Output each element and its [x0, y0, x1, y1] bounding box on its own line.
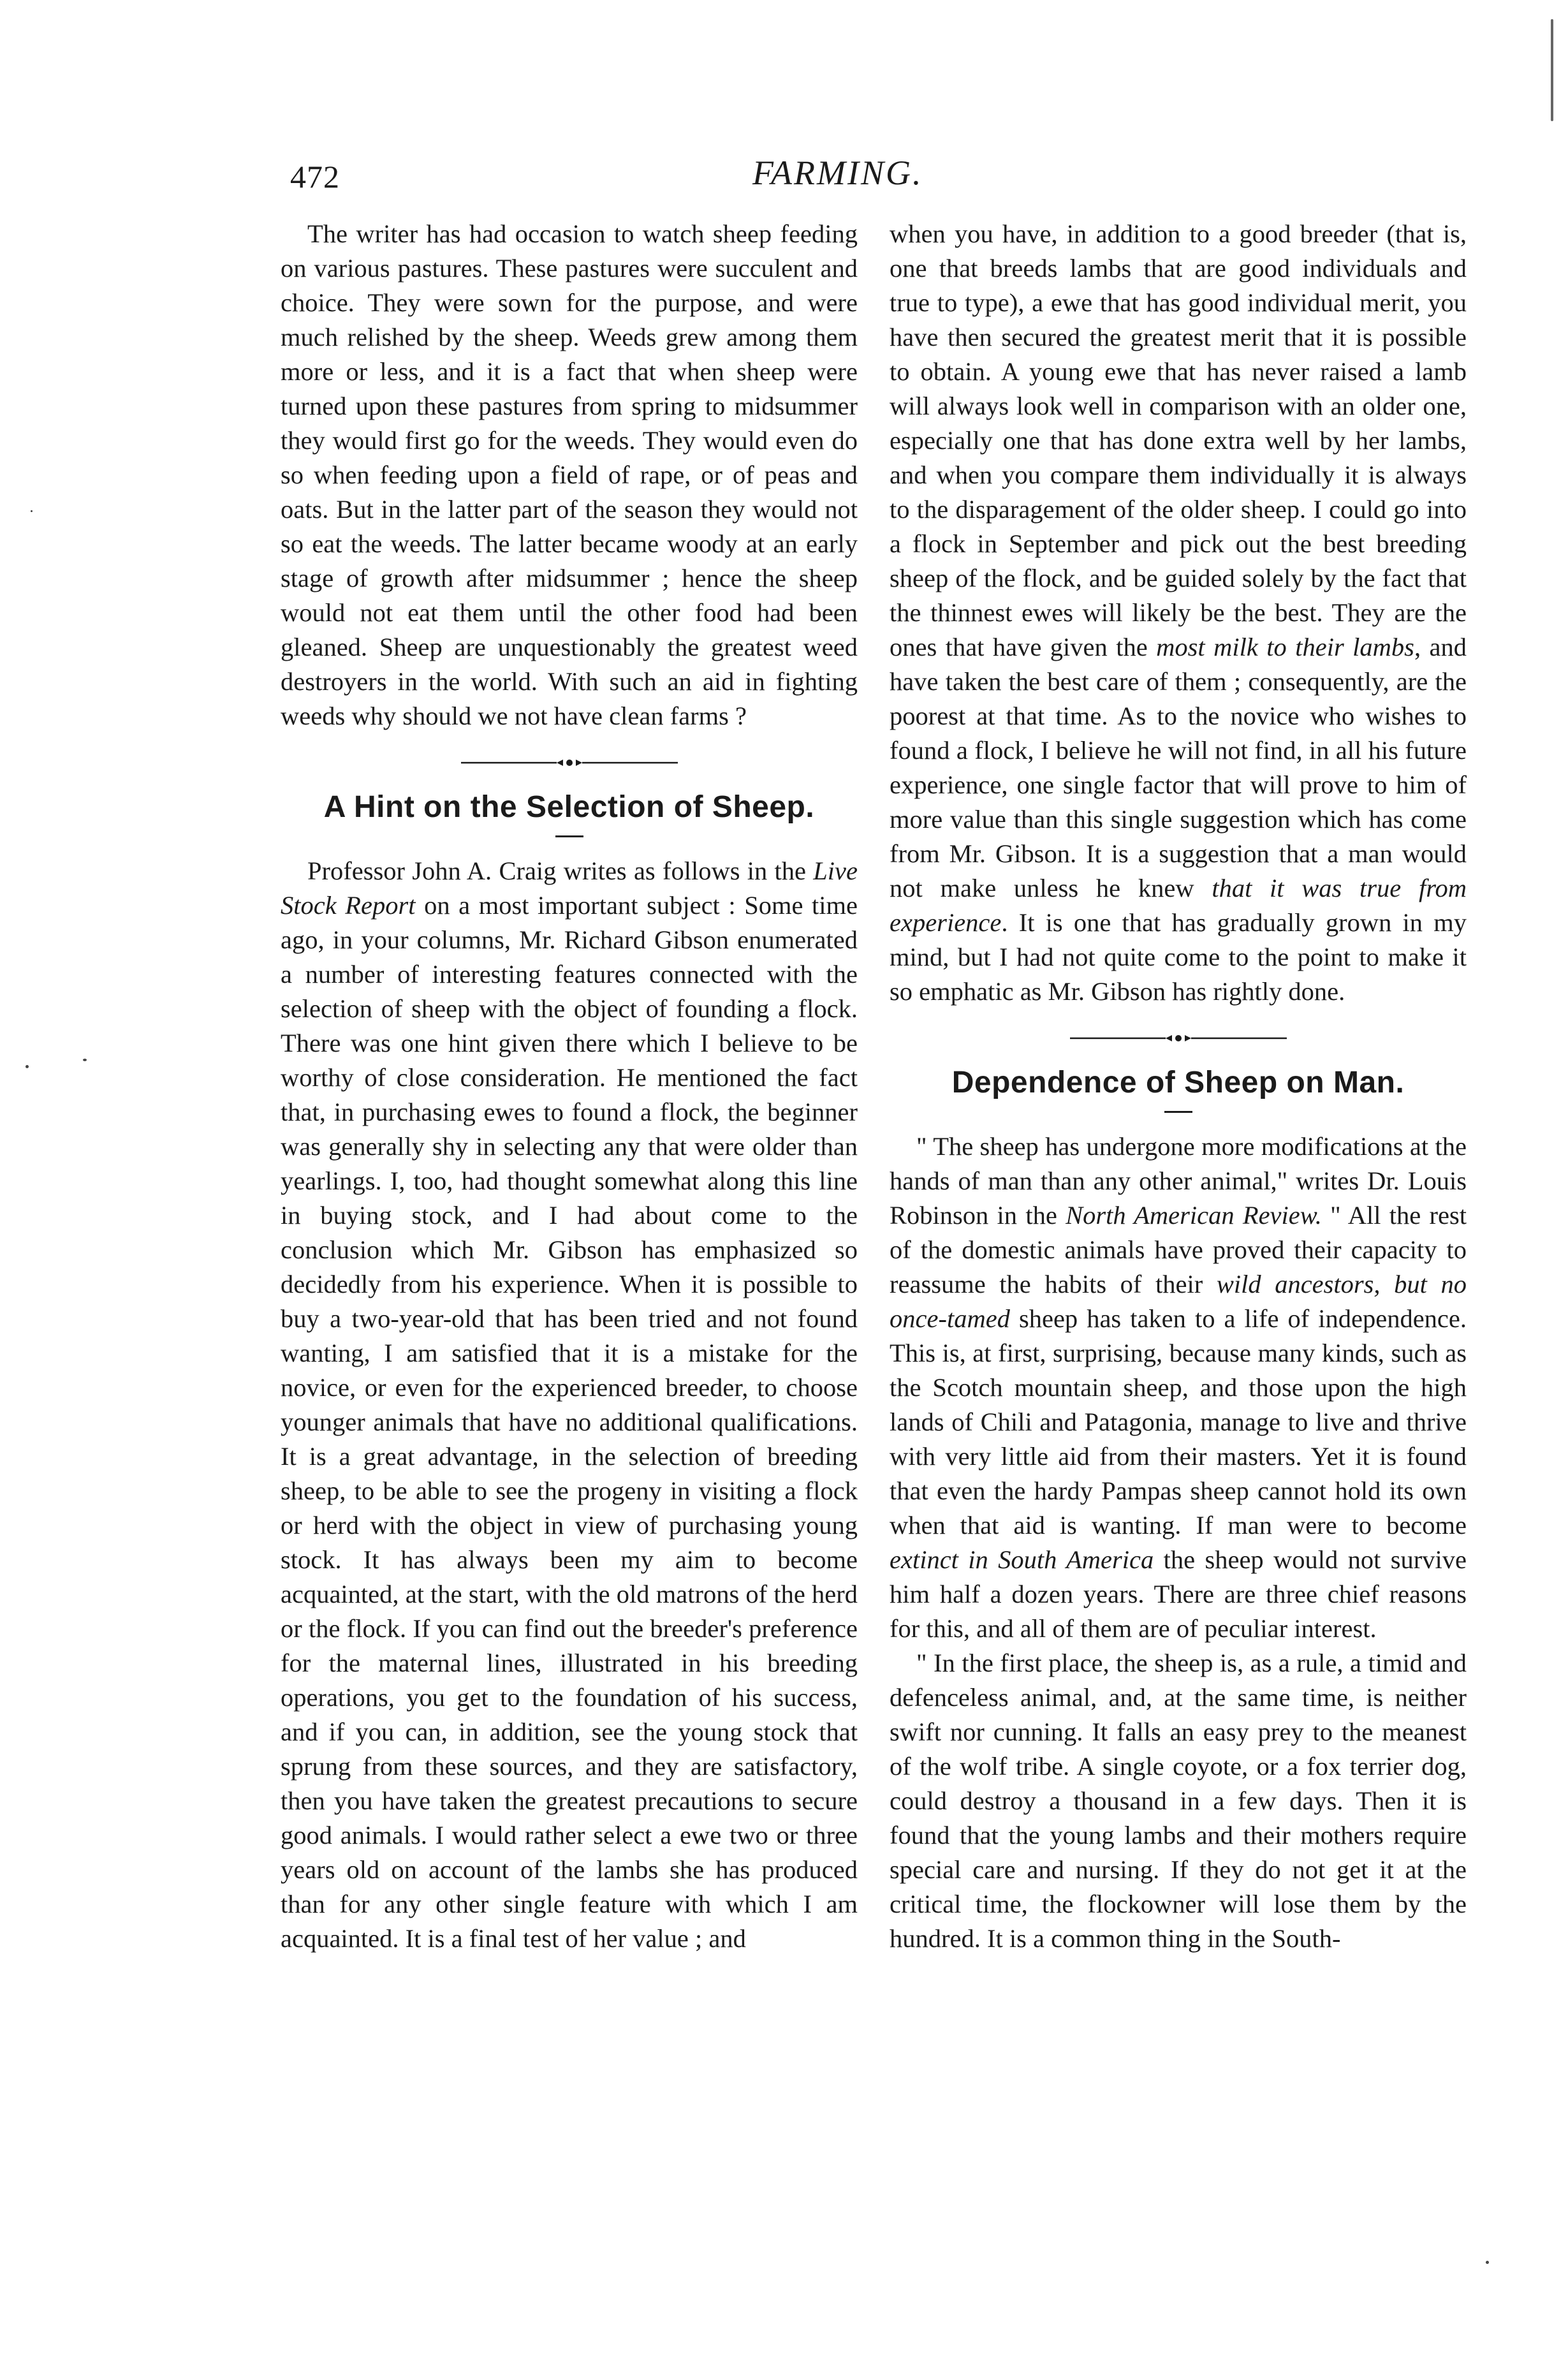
italic-run: that it was true from experience: [890, 874, 1467, 937]
article-paragraph: " In the first place, the sheep is, as a rule, a timid and defenceless animal, and, at the same time, is neither swift nor cunning. It falls an easy prey to the meanest of the wolf tribe. A single coyote, or a fox terrier dog, could destroy a thousand in a few days. Then it is found that the young lambs and their mothers require special care and nursing. If they do not get it at the critical time, the flockowner will lose them by the hundred. It is a common thing in the South-: [890, 1649, 1467, 1953]
italic-run: wild ancestors, but no once-tamed: [890, 1270, 1467, 1333]
article-paragraph: [890, 1129, 1467, 1646]
section-divider-ornament: [1070, 1032, 1287, 1045]
left-column: [281, 217, 858, 1956]
text-run: " All the rest of the domestic animals have proved their capacity to reassume the habits of their: [890, 1201, 1467, 1298]
heading-dash: [1164, 1111, 1192, 1113]
text-run: Professor John A. Craig writes as follows in the: [307, 856, 814, 885]
publication-title: North American Review.: [1066, 1201, 1322, 1230]
text-run: , and have taken the best care of them ; consequently, are the poorest at that time. As to the novice who wishes to found a flock, I believe he will not find, in all his future experience, one single factor that will prove to him of more value than this single suggestion which has come from Mr. Gibson. It is a suggestion that a man would not make unless he knew: [890, 633, 1467, 902]
intro-paragraph: The writer has had occasion to watch sheep feeding on various pastures. These pastures were succulent and choice. They were sown for the purpose, and were much relished by the sheep. Weeds grew among them more or less, and it is a fact that when sheep were turned upon these pastures from spring to midsummer they would first go for the weeds. They would even do so when feeding upon a field of rape, or of peas and oats. But in the latter part of the season they would not so eat the weeds. The latter became woody at an early stage of growth after midsummer ; hence the sheep would not eat them until the other food had been gleaned. Sheep are unquestionably the greatest weed destroyers in the world. With such an aid in fighting weeds why should we not have clean farms ?: [281, 219, 858, 730]
article-heading-dependence-of-sheep: Dependence of Sheep on Man.: [951, 1066, 1405, 1099]
scan-speck: [31, 510, 33, 512]
page-number: 472: [290, 159, 340, 195]
heading-dash: [555, 835, 583, 837]
text-run: sheep has taken to a life of independence. This is, at first, surprising, because many kinds, such as the Scotch mountain sheep, and those upon the high lands of Chili and Patagonia, manage to live and thrive with very little aid from their masters. Yet it is found that even the hardy Pampas sheep cannot hold its own when that aid is wanting. If man were to become: [890, 1304, 1467, 1540]
section-divider-ornament: [461, 756, 678, 769]
scan-speck: [1486, 2261, 1489, 2264]
text-run: the sheep would not survive him half a dozen years. There are three chief reasons for this, and all of them are of peculiar interest.: [890, 1545, 1467, 1643]
right-column: [890, 217, 1467, 1956]
running-head: FARMING.: [752, 154, 923, 192]
scan-speck: [26, 1065, 29, 1068]
italic-run: extinct in South America: [890, 1545, 1154, 1574]
italic-run: most milk to their lambs: [1156, 633, 1414, 661]
article-heading-selection-of-sheep: A Hint on the Selection of Sheep.: [323, 790, 815, 824]
text-run: on a most important subject : Some time ago, in your columns, Mr. Richard Gibson enumerated a number of interesting features connected with the selection of sheep with the object of founding a flock. There was one hint given there which I believe to be worthy of close consideration. He mentioned the fact that, in purchasing ewes to found a flock, the beginner was generally shy in selecting any that were older than yearlings. I, too, had thought somewhat along this line in buying stock, and I had about come to the conclusion which Mr. Gibson has emphasized so decidedly from his experience. When it is possible to buy a two-year-old that has been tried and not found wanting, I am satisfied that it is a mistake for the novice, or even for the experienced breeder, to choose younger animals that have no additional qualifications. It is a great advantage, in the selection of breeding sheep, to be able to see the progeny in visiting a flock or herd with the object in view of purchasing young stock. It has always been my aim to become acquainted, at the start, with the old matrons of the herd or the flock. If you can find out the breeder's preference for the maternal lines, illustrated in his breeding operations, you get to the foundation of his success, and if you can, in addition, see the young stock that sprung from these sources, and they are satisfactory, then you have taken the greatest precautions to secure good animals. I would rather select a ewe two or three years old on account of the lambs she has produced than for any other single feature with which I am acquainted. It is a final test of her value ; and: [281, 891, 858, 1953]
text-run: when you have, in addition to a good breeder (that is, one that breeds lambs that are good individuals and true to type), a ewe that has good individual merit, you have then secured the greatest merit that it is possible to obtain. A young ewe that has never raised a lamb will always look well in comparison with an older one, especially one that has done extra well by her lambs, and when you compare them individually it is always to the disparagement of the older sheep. I could go into a flock in September and pick out the best breeding sheep of the flock, and be guided solely by the fact that the thinnest ewes will likely be the best. They are the ones that have given the: [890, 219, 1467, 661]
article-paragraph-continued: [890, 217, 1467, 1009]
text-run: " The sheep has undergone more modifications at the hands of man than any other animal," writes Dr. Louis Robinson in the: [890, 1132, 1467, 1230]
article-paragraph: [281, 854, 858, 1956]
scan-edge-mark: [1551, 19, 1553, 121]
scan-speck: [83, 1059, 87, 1061]
text-run: . It is one that has gradually grown in my mind, but I had not quite come to the point to make it so emphatic as Mr. Gibson has rightly done.: [890, 908, 1467, 1006]
publication-title: Live Stock Report: [281, 856, 858, 920]
